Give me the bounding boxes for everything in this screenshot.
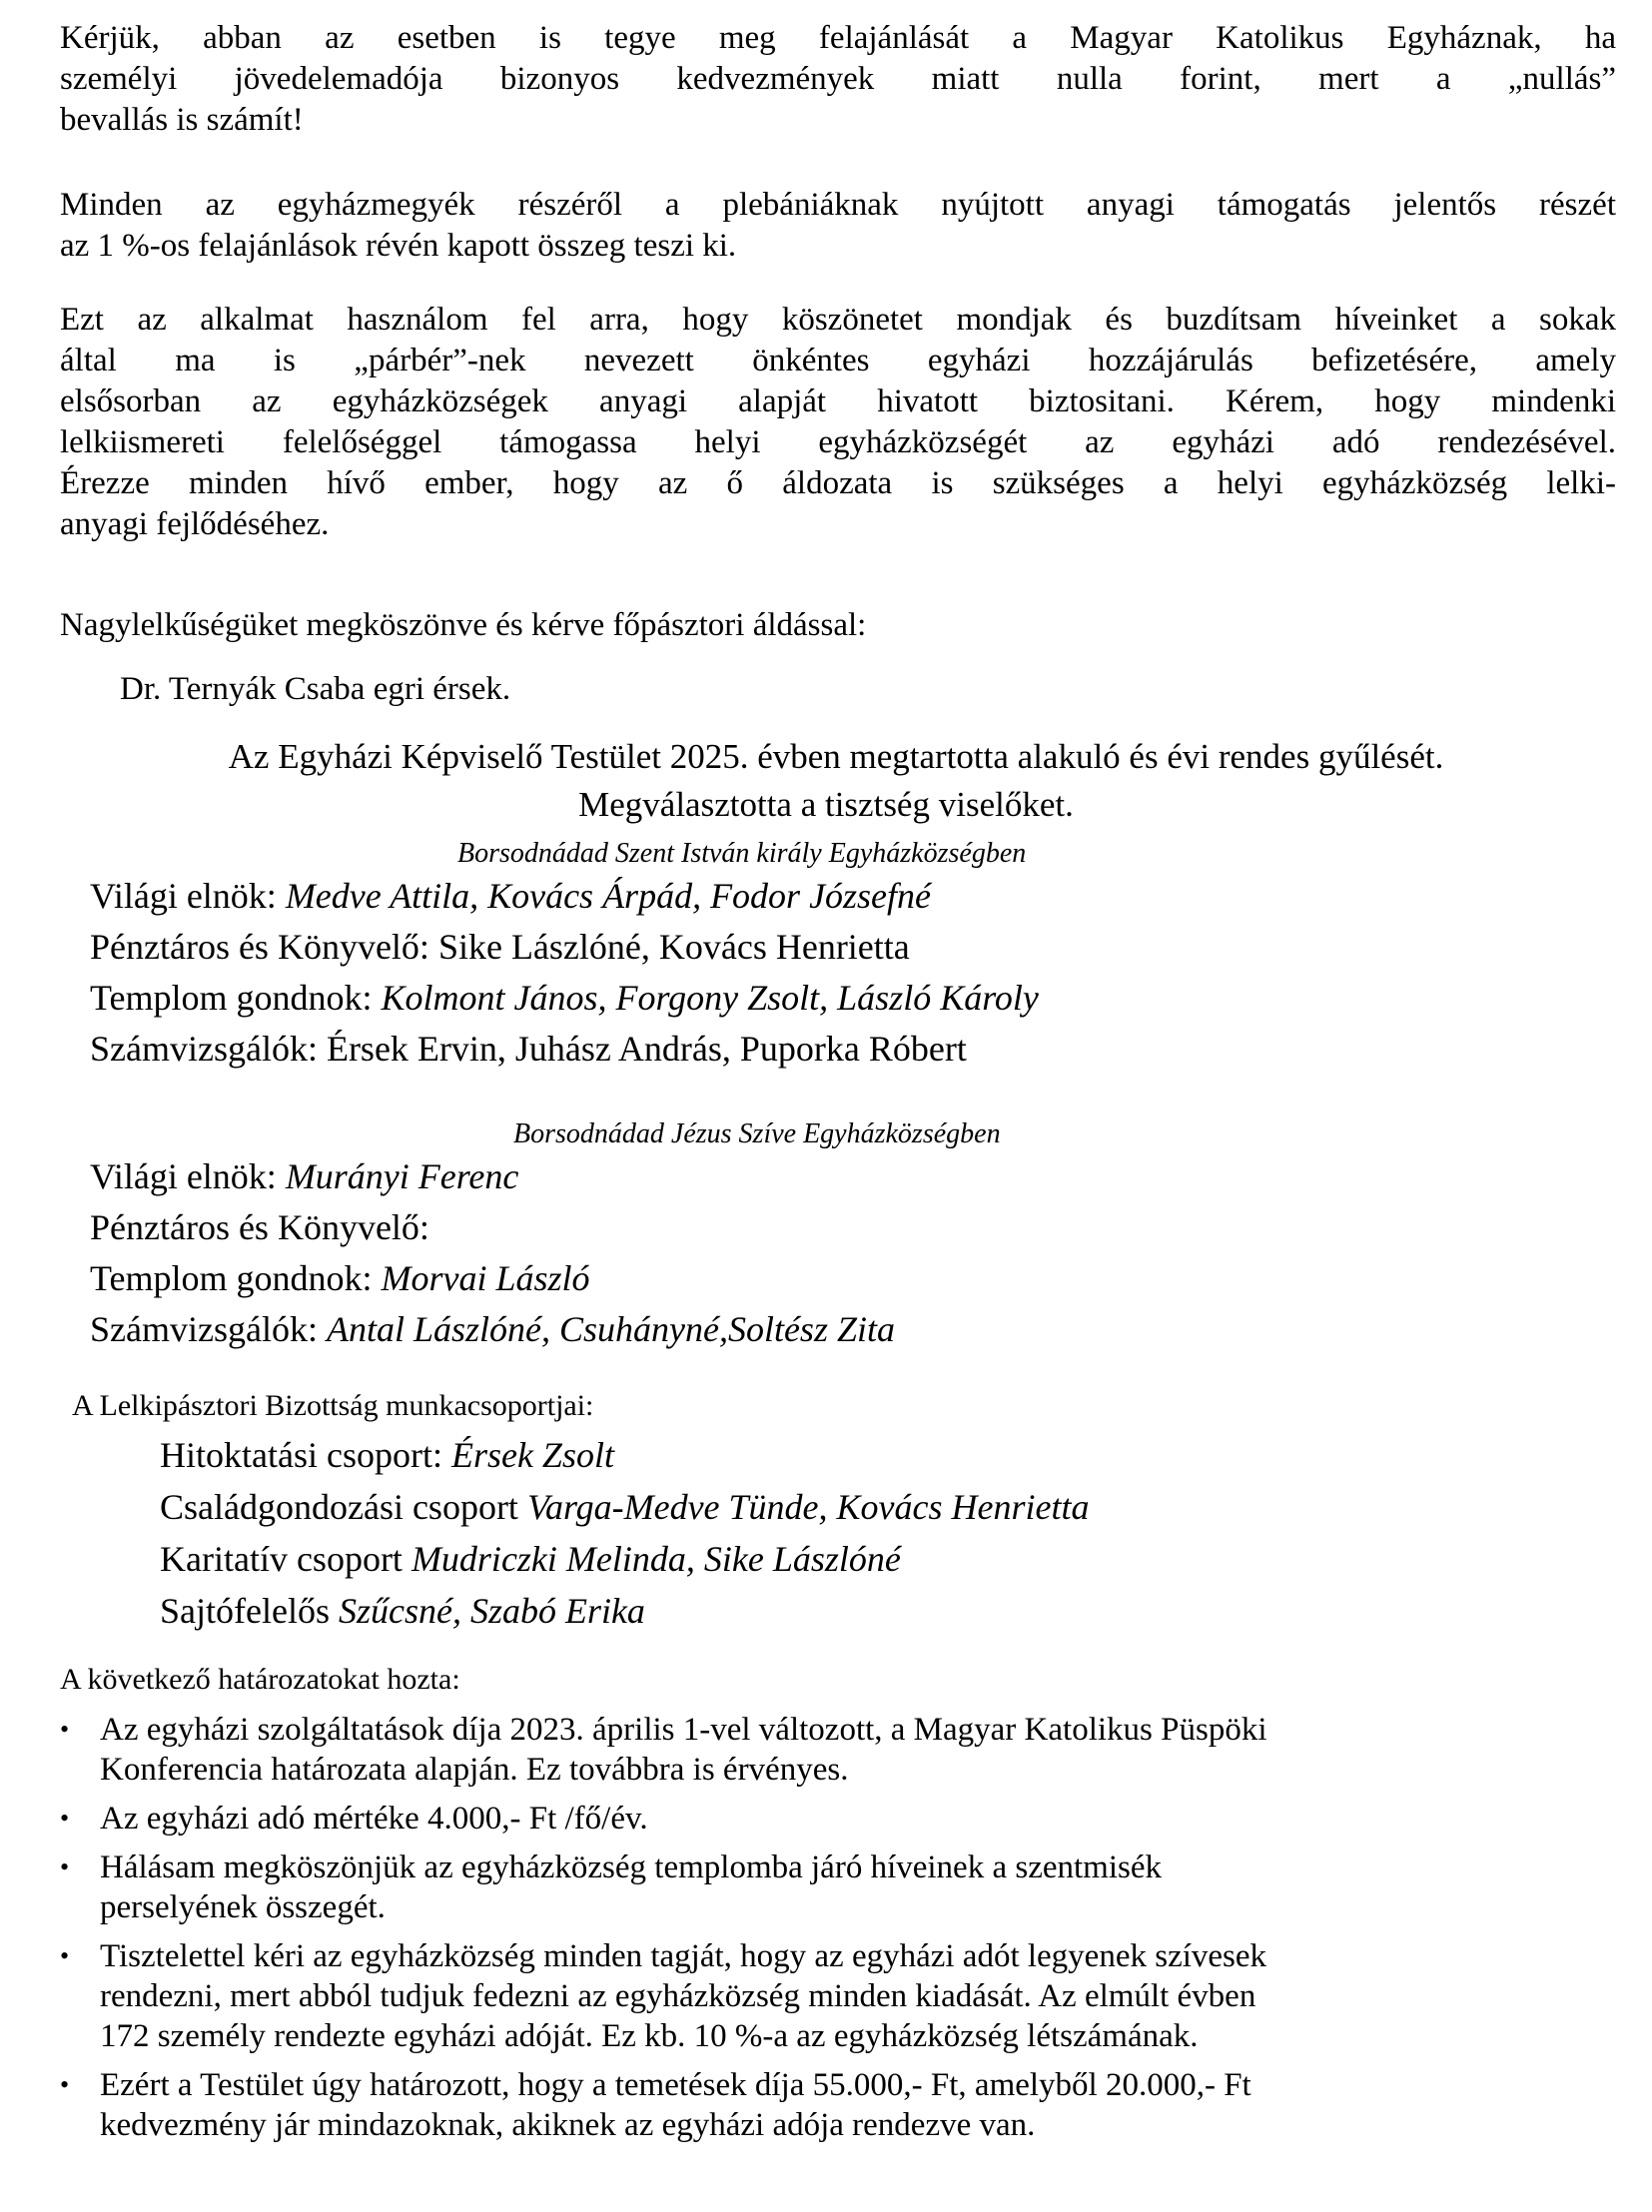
signature: Dr. Ternyák Csaba egri érsek. [120,671,511,707]
pastoral-committee-title: A Lelkipásztori Bizottság munkacsoportjai: [72,1389,594,1422]
working-group-row [160,1481,1089,1533]
officer-row [90,871,1039,922]
parish-name: Borsodnádad Jézus Szíve Egyházközségben [513,1118,1001,1149]
text-line: rendezni, mert abból tudjuk fedezni az egyházközség minden kiadását. Az elmúlt évben [100,1978,1256,2014]
text-line: anyagi fejlődéséhez. [60,506,330,542]
text-line: Az egyházi adó mértéke 4.000,- Ft /fő/év. [100,1801,648,1837]
text-line: bevallás is számít! [60,102,304,138]
resolution-item [60,1710,1618,1790]
officer-row [90,1151,895,1202]
bullet-icon: • [60,1804,70,1833]
group-members: Varga-Medve Tünde, Kovács Henrietta [526,1487,1090,1527]
resolutions-list [60,1710,1618,2154]
text-line: Ezt az alkalmat használom fel arra, hogy köszönetet mondjak és buzdítsam híveinket a sokak [60,302,1616,338]
resolution-item [60,1799,1618,1839]
role-label: Pénztáros és Könyvelő: [90,927,438,967]
group-label: Családgondozási csoport [160,1487,527,1527]
working-group-row [160,1429,1089,1481]
text-line: Nagylelkűségüket megköszönve és kérve főpásztori áldással: [60,607,867,643]
resolution-item [60,1847,1618,1927]
working-group-row [160,1585,1089,1637]
parish-name: Borsodnádad Szent István király Egyházközségben [457,838,1027,869]
text-line: által ma is „párbér”-nek nevezett önkéntes egyházi hozzájárulás befizetésére, amely [60,343,1616,378]
paragraph-closing [60,605,1616,646]
text-line: 172 személy rendezte egyházi adóját. Ez kb. 10 %-a az egyházközség létszámának. [100,2018,1199,2054]
role-label: Világi elnök: [90,876,286,916]
role-label: Számvizsgálók: [90,1029,327,1069]
role-label: Templom gondnok: [90,978,382,1018]
text-line: Hálásam megköszönjük az egyházközség templomba járó híveinek a szentmisék [100,1849,1162,1885]
officer-row [90,1253,895,1304]
role-names: Kolmont János, Forgony Zsolt, László Károly [381,978,1039,1018]
text-line: Konferencia határozata alapján. Ez továbbra is érvényes. [100,1752,849,1788]
text-line: Tisztelettel kéri az egyházközség minden tagját, hogy az egyházi adót legyenek szívesek [100,1938,1267,1974]
text-line: kedvezmény jár mindazoknak, akiknek az egyházi adója rendezve van. [100,2107,1036,2143]
group-label: Sajtófelelős [160,1591,339,1631]
text-line: Érezze minden hívő ember, hogy az ő áldozata is szükséges a helyi egyházközség lelki- [60,465,1616,501]
bullet-icon: • [60,1852,70,1881]
text-line: elsősorban az egyházközségek anyagi alapját hivatott biztositani. Kérem, hogy mindenki [60,383,1616,419]
text-line: Kérjük, abban az esetben is tegye meg felajánlását a Magyar Katolikus Egyháznak, ha [60,20,1616,56]
officer-row [90,1304,895,1355]
group-label: Karitatív csoport [160,1539,412,1579]
role-names: Morvai László [381,1258,590,1298]
role-names: Medve Attila, Kovács Árpád, Fodor Józsefné [285,876,932,916]
group-label: Hitoktatási csoport: [160,1435,451,1475]
paragraph-tax-offering [60,18,1616,141]
bullet-icon: • [60,1941,70,1970]
text-line: az 1 %-os felajánlások révén kapott összeg teszi ki. [60,228,737,264]
bullet-icon: • [60,1715,70,1744]
text-line: perselyének összegét. [100,1889,386,1925]
group-members: Mudriczki Melinda, Sike Lászlóné [411,1539,901,1579]
resolution-item [60,1936,1618,2056]
role-label: Pénztáros és Könyvelő: [90,1207,429,1247]
group-members: Szűcsné, Szabó Erika [338,1591,645,1631]
paragraph-diocese-support [60,185,1616,267]
role-label: Világi elnök: [90,1156,286,1196]
officer-list [90,1151,895,1355]
resolution-item [60,2065,1618,2145]
working-group-list [160,1429,1089,1637]
resolutions-title: A következő határozatokat hozta: [60,1663,460,1696]
role-names: Murányi Ferenc [285,1156,519,1196]
officer-row [90,1024,1039,1075]
working-group-row [160,1533,1089,1585]
text-line: személyi jövedelemadója bizonyos kedvezmények miatt nulla forint, mert a „nullás” [60,61,1616,97]
role-names: Antal Lászlóné, Csuhányné,Soltész Zita [326,1309,895,1349]
role-label: Templom gondnok: [90,1258,382,1298]
group-members: Érsek Zsolt [450,1435,614,1475]
role-names: Sike Lászlóné, Kovács Henrietta [437,927,910,967]
text-line: Az egyházi szolgáltatások díja 2023. április 1-vel változott, a Magyar Katolikus Püspöki [100,1712,1267,1748]
text-line: Minden az egyházmegyék részéről a plebániáknak nyújtott anyagi támogatás jelentős részét [60,187,1616,223]
officer-row [90,1202,895,1253]
paragraph-church-contribution [60,300,1616,545]
text-line: Ezért a Testület úgy határozott, hogy a temetések díja 55.000,- Ft, amelyből 20.000,- Ft [100,2067,1251,2103]
role-label: Számvizsgálók: [90,1309,327,1349]
officer-list [90,871,1039,1075]
officer-row [90,922,1039,973]
council-heading: Az Egyházi Képviselő Testület 2025. évben megtartotta alakuló és évi rendes gyűlését. [228,737,1444,776]
role-names: Érsek Ervin, Juhász András, Puporka Róbert [326,1029,967,1069]
council-subheading: Megválasztotta a tisztség viselőket. [578,785,1074,824]
officer-row [90,973,1039,1024]
bullet-icon: • [60,2070,70,2099]
text-line: lelkiismereti felelőséggel támogassa helyi egyházközségét az egyházi adó rendezésével. [60,424,1616,460]
